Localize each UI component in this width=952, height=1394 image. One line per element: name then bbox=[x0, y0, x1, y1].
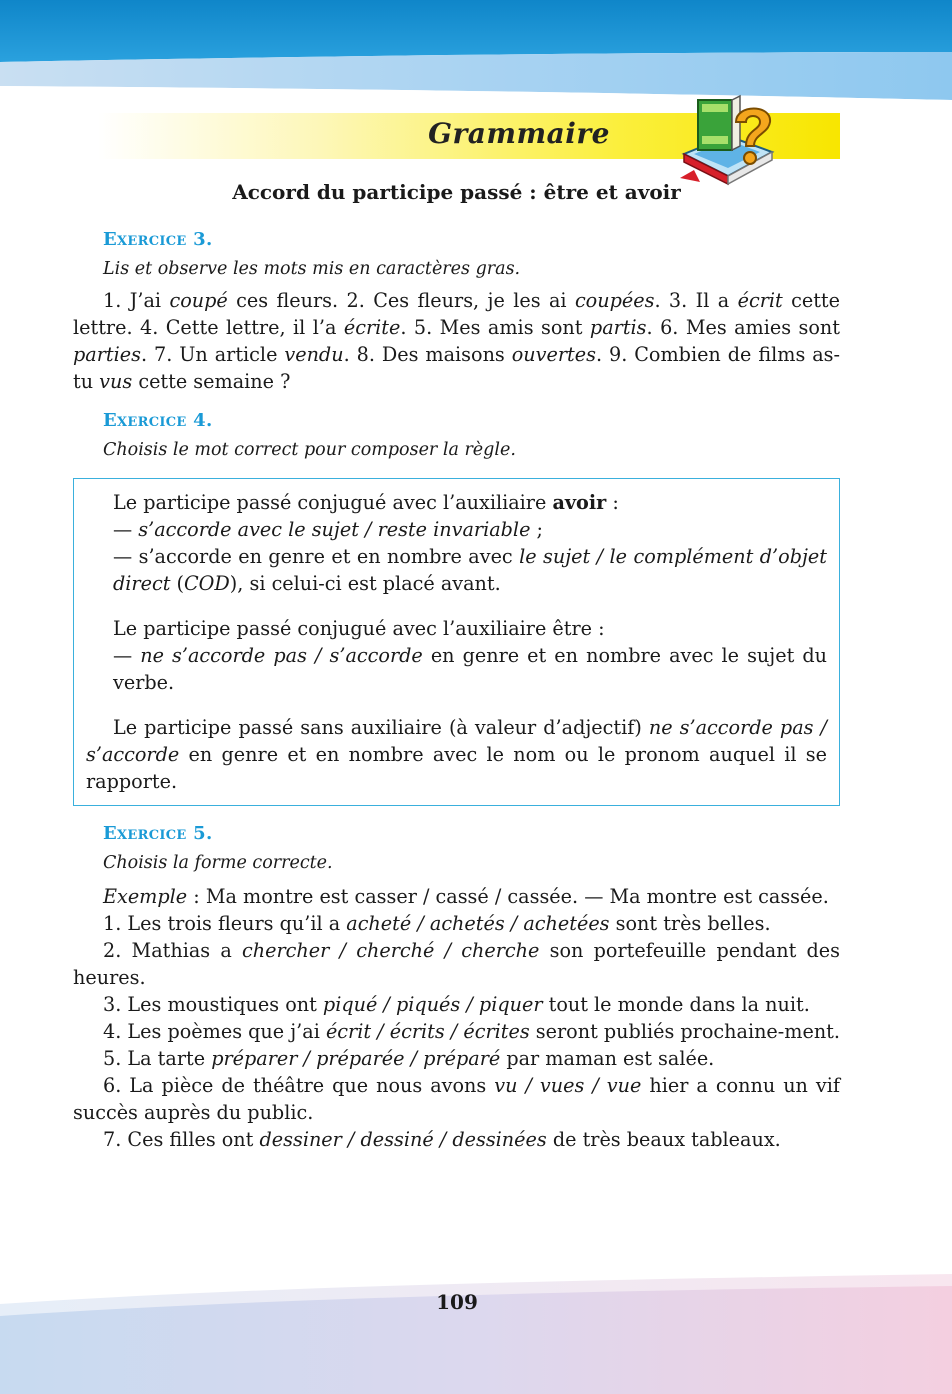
exercise-5-item: 7. Ces filles ont dessiner / dessiné / dessinées de très beaux tableaux. bbox=[103, 1128, 781, 1151]
book-question-icon bbox=[680, 92, 776, 192]
exercise-5-item: 1. Les trois fleurs qu’il a acheté / achetés / achetées sont très belles. bbox=[103, 912, 771, 935]
rule-etre: Le participe passé conjugué avec l’auxiliaire être : — ne s’accorde pas / s’accorde en genre et en nombre avec le sujet du verbe. bbox=[113, 617, 827, 694]
exercise-5-item: 3. Les moustiques ont piqué / piqués / piquer tout le monde dans la nuit. bbox=[103, 993, 810, 1016]
top-decorative-band bbox=[0, 0, 952, 100]
exercise-5-example: Exemple : Ma montre est casser / cassé / cassée. — Ma montre est cassée. bbox=[103, 885, 829, 908]
rule-sans-auxiliaire: Le participe passé sans auxiliaire (à valeur d’adjectif) ne s’accorde pas / s’accorde en genre et en nombre avec le nom ou le pronom auquel il se rapporte. bbox=[86, 716, 827, 793]
rule-box bbox=[73, 478, 840, 806]
exercise-4-title: Exercice 4. bbox=[103, 410, 213, 431]
bottom-decorative-band bbox=[0, 1234, 952, 1394]
lesson-subtitle: Accord du participe passé : être et avoir bbox=[232, 180, 681, 204]
page-content bbox=[73, 226, 840, 1153]
exercise-5-item: 2. Mathias a chercher / cherché / cherche son portefeuille pendant des heures. bbox=[73, 939, 841, 989]
exercise-3-text: 1. J’ai coupé ces fleurs. 2. Ces fleurs, je les ai coupées. 3. Il a écrit cette lettre. 4. Cette lettre, il l’a écrite. 5. Mes amis sont partis. 6. Mes amies sont parties. 7. Un article vendu. 8. Des maisons ouvertes. 9. Combien de films as-tu vus cette semaine ? bbox=[73, 289, 841, 393]
exercise-4-instruction: Choisis le mot correct pour composer la règle. bbox=[103, 440, 516, 460]
exercise-5-title: Exercice 5. bbox=[103, 823, 213, 844]
exercise-5-instruction: Choisis la forme correcte. bbox=[103, 853, 333, 873]
rule-avoir: Le participe passé conjugué avec l’auxiliaire avoir : — s’accorde avec le sujet / reste invariable ; — s’accorde en genre et en nombre avec le sujet / le complément d’objet direct (COD), si celui-ci est placé avant. bbox=[113, 491, 827, 595]
exercise-5-item: 6. La pièce de théâtre que nous avons vu / vues / vue hier a connu un vif succès auprès du public. bbox=[73, 1074, 840, 1124]
page-number: 109 bbox=[436, 1290, 478, 1314]
section-title: Grammaire bbox=[428, 117, 610, 150]
exercise-3-instruction: Lis et observe les mots mis en caractères gras. bbox=[103, 259, 521, 279]
exercise-3-title: Exercice 3. bbox=[103, 229, 213, 250]
exercise-5-item: 5. La tarte préparer / préparée / préparé par maman est salée. bbox=[103, 1047, 715, 1070]
exercise-5-item: 4. Les poèmes que j’ai écrit / écrits / écrites seront publiés prochaine-ment. bbox=[103, 1020, 840, 1043]
